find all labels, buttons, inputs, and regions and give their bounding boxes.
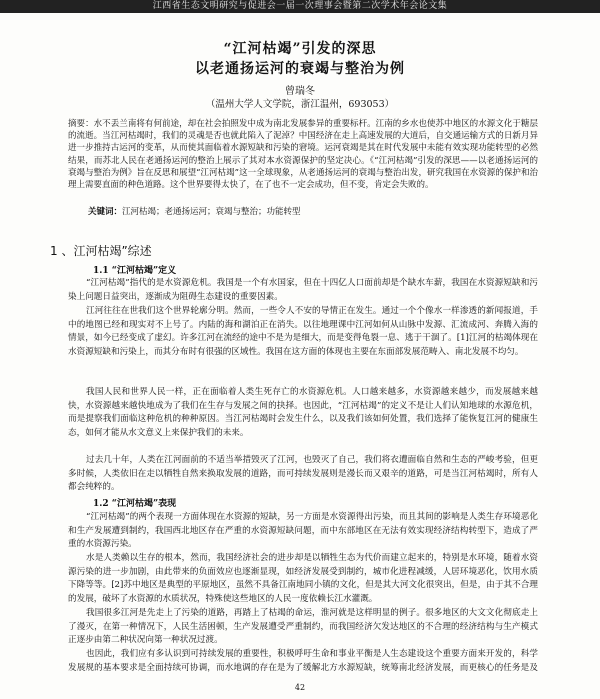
paragraph-8: 也因此，我们应有多认识到可持续发展的重要性，积极呼吁生命和事业平衡是人生态建设这个重要方面来开发的，科学发展规的基本要求是全面持续可协调，而水地调的存在是为了缓解北方水源短缺，统筹南北经济发展，而更核心的任务是及 bbox=[68, 649, 538, 673]
subsection-heading-1-2: 1.2 “江河枯竭”表现 bbox=[93, 499, 177, 509]
keywords-label: 关键词： bbox=[88, 207, 123, 217]
keywords-text: 江河枯竭；老通扬运河；衰竭与整治；功能转型 bbox=[122, 207, 301, 217]
paragraph-4: 过去几十年，人类在江河面前的不适当举措毁灭了江河，也毁灭了自己，我们将衣遭面临自然和生态的严峻考验，但更多时候，人类依旧在走以牺牲自然来换取发展的道路，而可持续发展则是漫长而又艰辛的道路，可是当江河枯竭时，所有人都会纯粹的。 bbox=[68, 455, 538, 492]
affiliation: （温州大学人文学院，浙江温州，693053） bbox=[205, 99, 395, 110]
title-line-1: “江河枯竭”引发的深思 bbox=[223, 41, 377, 57]
paragraph-7: 我国很多江河是先走上了污染的道路，再踏上了枯竭的命运，淮河就是这样明显的例子。很多地区的大文文化彻底走上了漫灭，在第一种情况下，人民生活困顿，生产发展遭受严重制约，而我国经济欠发达地区的不合理的经济结构与生产模式正逐步由第二种状况向第一种状况过渡。 bbox=[68, 608, 538, 645]
paragraph-5: “江河枯竭”的两个表现一方面体现在水资源的短缺，另一方面是水资源得出污染，而且其间的影响是人类生存环境恶化和生产发展遭到制约，我国西北地区存在严重的水资源短缺问题，而中东部地区在无法有效实现经济结构转型下，造成了严重的水资源污染。 bbox=[68, 512, 538, 549]
paragraph-2: 江河往往在世我们这个世界轮廓分明。然而，一些令人不安的导情正在发生。通过一个个像水一样渗透的新闻报道，手中的地图已经和现实对不上号了。内陆的海和湖泊正在消失。以往地理课中江河如何从山脉中发源、汇流成河、奔腾入海的情景，如今已经变成了虚幻。许多江河在流经的途中不是为是细大，而是变得龟裂一息、逃于干涸了。[1]江河的枯竭体现在水资源短缺和污染上，而其分布时有很强的区域性。我国在这方面的体现也主要在东面部发展范畴入、南北发展不均匀。 bbox=[68, 306, 538, 357]
running-header: 江西省生态文明研究与促进会一届一次理事会暨第二次学术年会论文集 bbox=[0, 0, 600, 13]
subsection-heading-1-1: 1.1 “江河枯竭”定义 bbox=[93, 266, 177, 276]
page-number: 42 bbox=[294, 683, 306, 692]
title-line-2: 以老通扬运河的衰竭与整治为例 bbox=[195, 61, 405, 77]
section-heading-1: 1 、江河枯竭”综述 bbox=[50, 244, 152, 258]
paragraph-3: 我国人民和世界人民一样，正在面临着人类生死存亡的水资源危机。人口越来越多，水资源越来越少，而发展越来越快，水资源越来越快地成为了我们在生存与发展之间的抉择。也因此，“江河枯竭”的定义不是让人们认知地球的水源危机，而是提察我们面临这种危机的种种原因。当江河枯竭时会发生什么，以及我们该如何处置，我们选择了能恢复江河的健康生态，如何才能从水文意义上来保护我们的未来。 bbox=[68, 387, 538, 438]
paragraph-1: “江河枯竭”指代的是水资源危机。我国是一个有水国家，但在十四亿人口面前却是个缺水车薪，我国在水资源短缺和污染上问题日益突出，逐渐成为阻碍生态建设的重要因素。 bbox=[68, 278, 538, 302]
paragraph-6: 水是人类赖以生存的根本，然而，我国经济社会的进步却是以牺牲生态为代价而建立起来的，特别是水环境，随着水资源污染的进一步加剧，由此带来的负面效应也逐渐显现，如经济发展受到制约，城市化进程减缓，人居环境恶化，饮用水质下降等等。[2]苏中地区是典型的平原地区，虽然不具备江南地同小镇的文化，但是其大河文化很突出，但是，由于其不合理的发展，破坏了水资源的水质状况，特殊使这些地区的人民一度依赖长江水灌溉。 bbox=[68, 553, 538, 604]
author: 曾瑞冬 bbox=[285, 86, 315, 97]
keywords bbox=[88, 206, 538, 218]
abstract: 摘要：水不丢兰南将有何前途，却在社会拍照发中成为南北发展参异的重要标杆。江南的乡水也使苏中地区的水源文化于糖层的流逝。当江河枯竭时，我们的灵魂是否也就此陷入了泥淖？中国经济在走上高速发展的大道后，自交通运输方式的日新月异进一步推持古运河的变革，从而使其面临着水源短缺和污染的窘境。运河衰竭是其在时代发展中未能有效实现功能转型的必然结果，而苏北人民在老通扬运河的整治上展示了其对本水资源保护的坚定决心。《“江河枯竭”引发的深思——以老通扬运河的衰竭与整治为例》旨在反思和展望“江河枯竭”这一全球现象，从老通扬运河的衰竭与整治出发，研究我国在水资源的保护和治理上需要直面的种色道路。这个世界要得太快了，在了也不一定会成功，但不变，肯定会失败的。 bbox=[68, 119, 538, 191]
